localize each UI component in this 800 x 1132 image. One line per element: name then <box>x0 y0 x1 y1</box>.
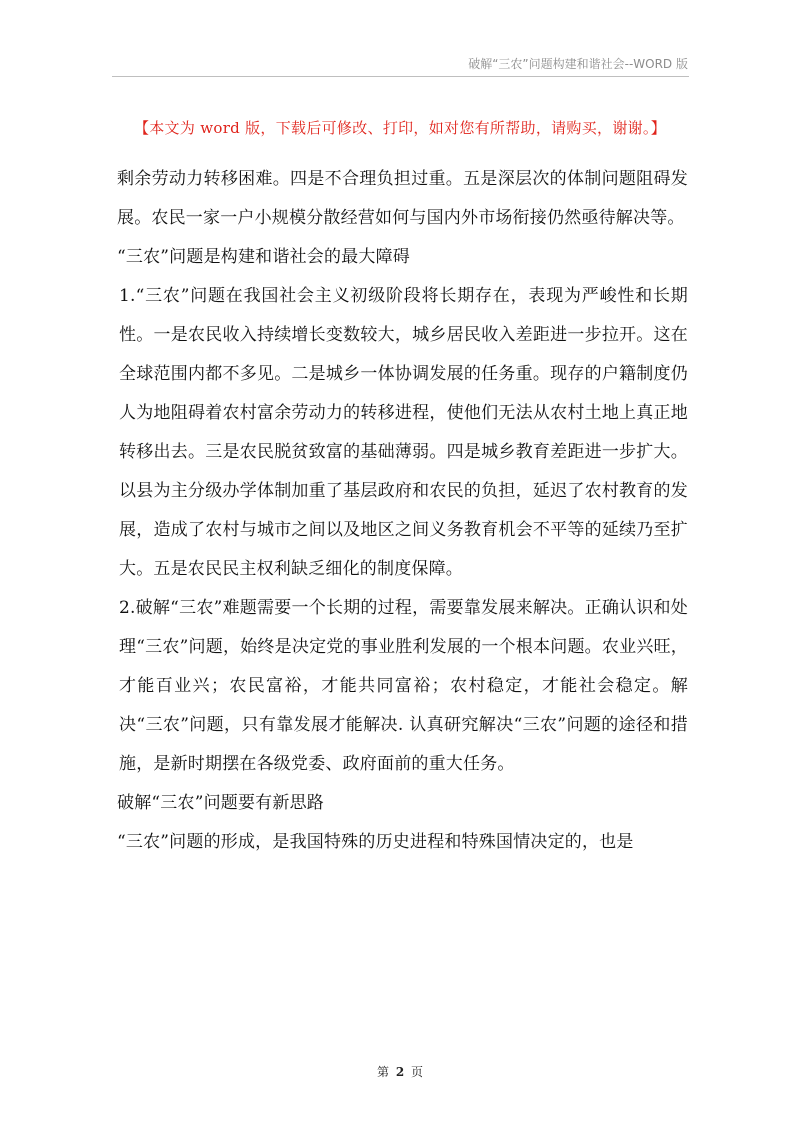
running-header: 破解“三农”问题构建和谐社会--WORD 版 <box>468 57 688 71</box>
purchase-notice: 【本文为 word 版，下载后可修改、打印，如对您有所帮助，请购买，谢谢。】 <box>133 119 667 137</box>
paragraph-continuation: 剩余劳动力转移困难。四是不合理负担过重。五是深层次的体制问题阻碍发展。农民一家一户小规模分散经营如何与国内外市场衔接仍然亟待解决等。 <box>117 169 688 228</box>
page-number: 2 <box>395 1065 405 1079</box>
paragraph-point-2: 2.破解“三农”难题需要一个长期的过程，需要靠发展来解决。正确认识和处理“三农”问题，始终是决定党的事业胜利发展的一个根本问题。农业兴旺，才能百业兴；农民富裕，才能共同富裕；农村稳定，才能社会稳定。解决“三农”问题，只有靠发展才能解决. 认真研究解决“三农”问题的途径和措施，是新时期摆在各级党委、政府面前的重大任务。 <box>119 598 688 774</box>
section-heading-obstacle: “三农”问题是构建和谐社会的最大障碍 <box>117 247 410 267</box>
paragraph-point-1: 1.“三农”问题在我国社会主义初级阶段将长期存在，表现为严峻性和长期性。一是农民收入持续增长变数较大，城乡居民收入差距进一步拉开。这在全球范围内都不多见。二是城乡一体协调发展的任务重。现存的户籍制度仍人为地阻碍着农村富余劳动力的转移进程，使他们无法从农村土地上真正地转移出去。三是农民脱贫致富的基础薄弱。四是城乡教育差距进一步扩大。以县为主分级办学体制加重了基层政府和农民的负担，延迟了农村教育的发展，造成了农村与城市之间以及地区之间义务教育机会不平等的延续乃至扩大。五是农民民主权利缺乏细化的制度保障。 <box>119 286 688 579</box>
page-footer <box>0 1063 800 1080</box>
page-suffix: 页 <box>411 1065 424 1079</box>
section-heading-new-thinking: 破解“三农”问题要有新思路 <box>117 793 324 813</box>
header-rule <box>112 76 689 77</box>
document-body <box>117 160 688 862</box>
page-prefix: 第 <box>376 1065 389 1079</box>
paragraph-formation: “三农”问题的形成，是我国特殊的历史进程和特殊国情决定的，也是 <box>117 832 634 852</box>
